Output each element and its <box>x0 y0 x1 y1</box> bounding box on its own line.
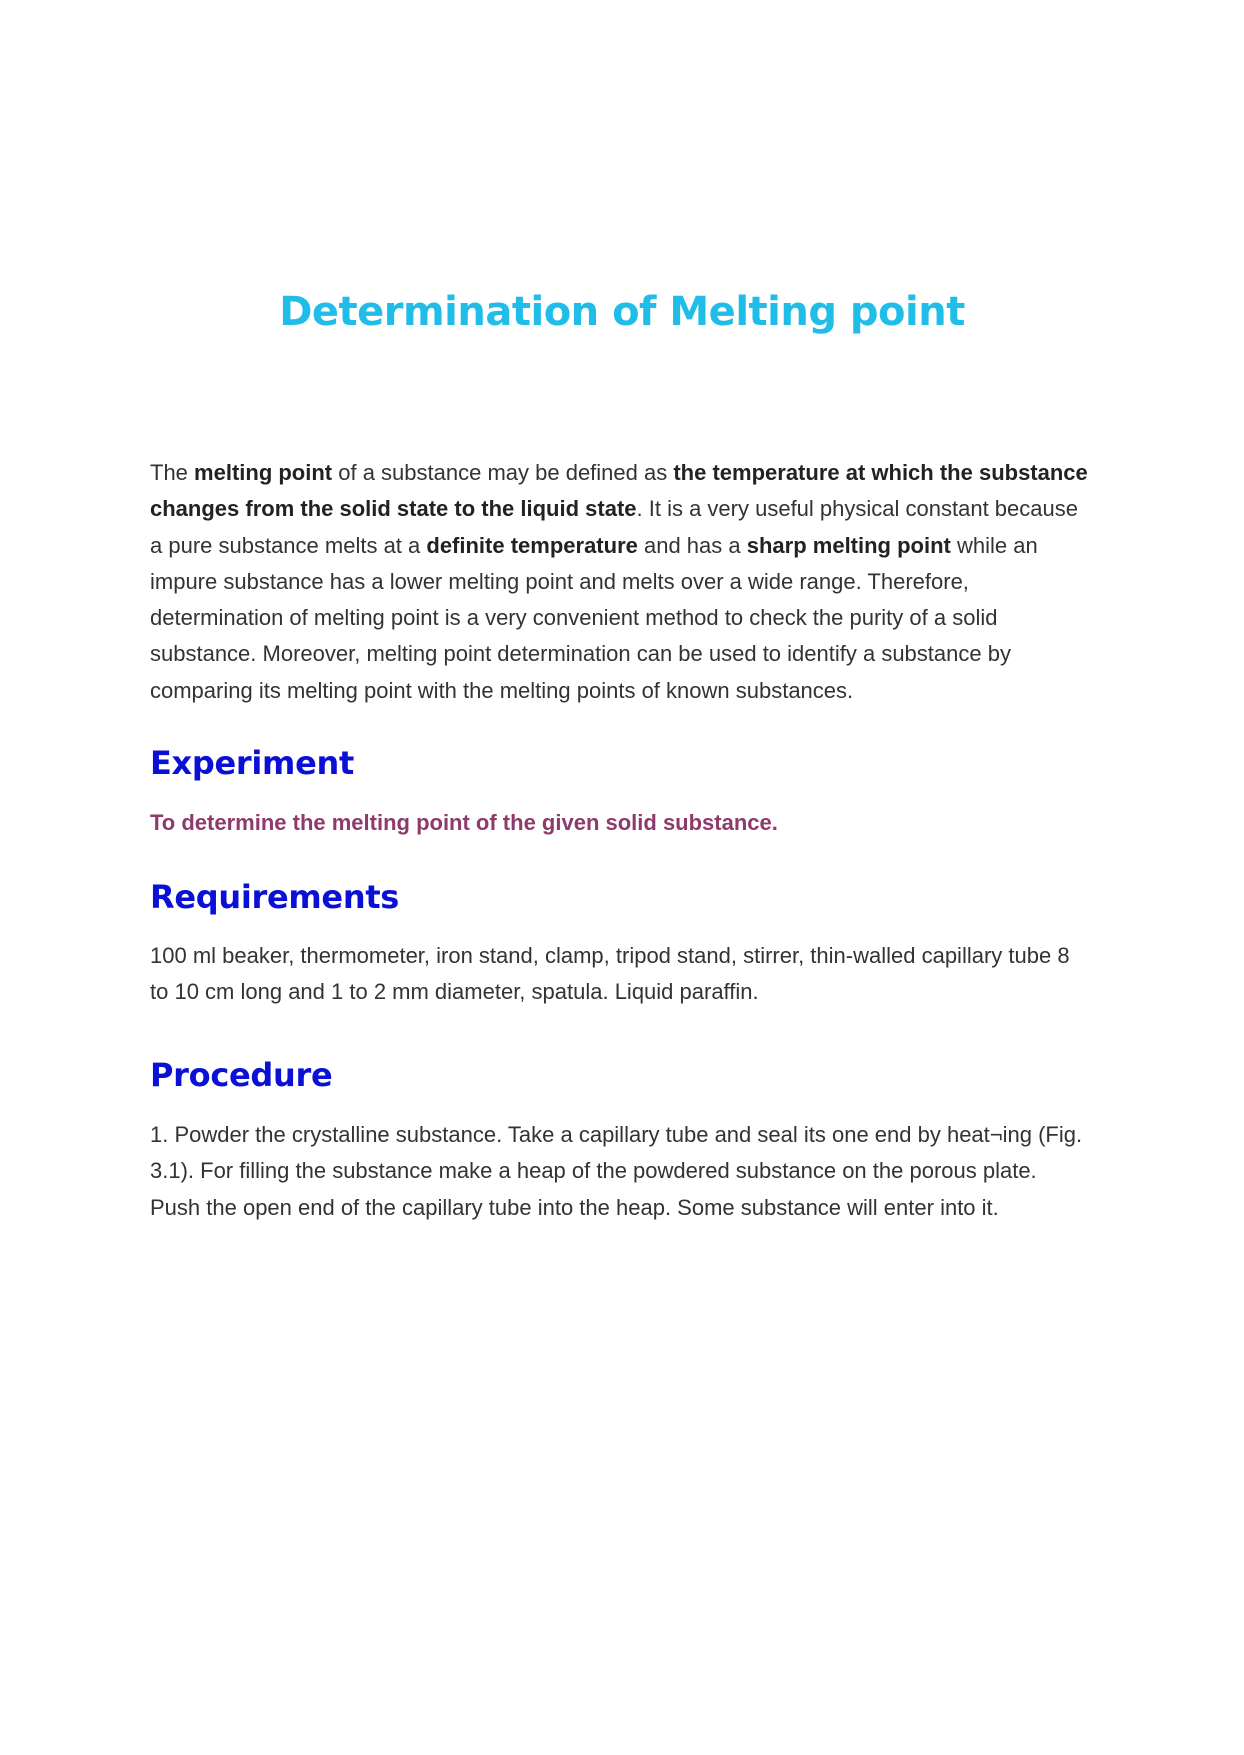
intro-bold-definition: the temperature at which the substance changes from the solid state to the liquid state <box>150 460 1088 522</box>
requirements-heading: Requirements <box>150 878 400 916</box>
intro-text-1: The <box>150 460 195 485</box>
page-title: Determination of Melting point <box>279 289 965 335</box>
intro-bold-melting-point: melting point <box>194 460 333 485</box>
experiment-heading: Experiment <box>150 744 354 782</box>
requirements-text: 100 ml beaker, thermometer, iron stand, clamp, tripod stand, stirrer, thin-walled capillary tube 8 to 10 cm long and 1 to 2 mm diameter, spatula. Liquid paraffin. <box>150 943 1070 1005</box>
intro-text-4: and has a <box>637 532 747 558</box>
intro-paragraph <box>150 455 1090 709</box>
experiment-aim: To determine the melting point of the given solid substance. <box>150 810 778 835</box>
intro-text-3: . It is a very useful physical constant because a pure substance melts at a <box>150 496 1078 558</box>
intro-bold-definite-temperature: definite temperature <box>426 532 638 558</box>
procedure-step-1: 1. Powder the crystalline substance. Take a capillary tube and seal its one end by heat¬ing (Fig. 3.1). For filling the substance make a heap of the powdered substance on the porous plate. Push the open end of the capillary tube into the heap. Some substance will enter into it. <box>150 1122 1083 1220</box>
procedure-heading: Procedure <box>150 1056 333 1094</box>
intro-text-5: while an impure substance has a lower melting point and melts over a wide range. Therefore, determination of melting point is a very convenient method to check the purity of a solid substance. Moreover, melting point determination can be used to identify a substance by comparing its melting point with the melting points of known substances. <box>150 532 1038 703</box>
intro-bold-sharp-melting-point: sharp melting point <box>746 532 951 558</box>
intro-text-2: of a substance may be defined as <box>332 460 674 485</box>
